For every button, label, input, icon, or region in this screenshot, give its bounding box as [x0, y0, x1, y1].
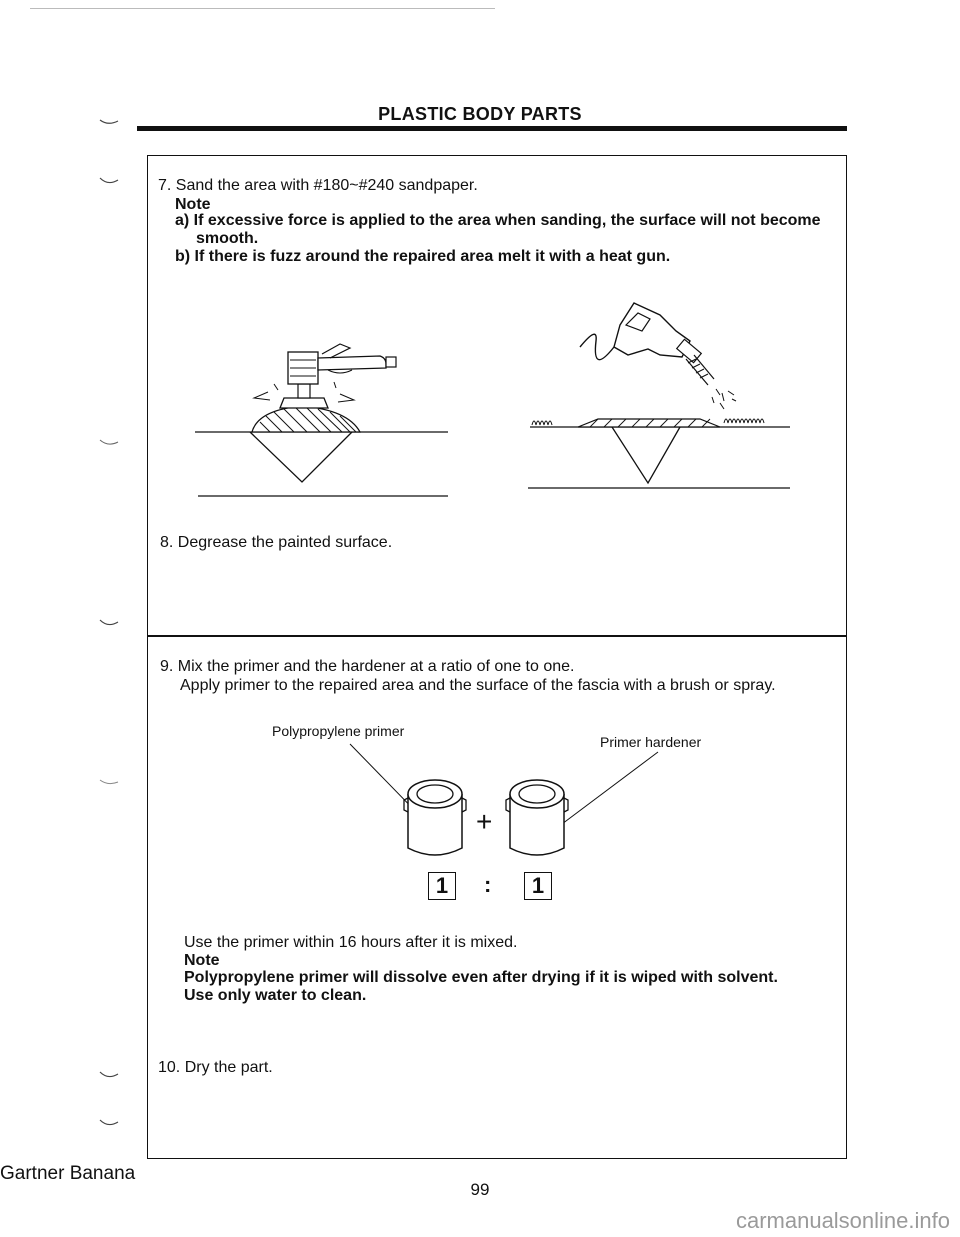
step-9-text: 9. Mix the primer and the hardener at a ratio of one to one.	[160, 658, 575, 675]
hardener-label: Primer hardener	[600, 734, 702, 750]
step-7-note-a: a) If excessive force is applied to the area when sanding, the surface will not become	[175, 212, 821, 229]
step-7-note-a-cont: smooth.	[196, 230, 259, 247]
source-caption: Gartner Banana	[0, 1163, 136, 1184]
step-10-text: 10. Dry the part.	[158, 1059, 273, 1076]
step-9-note-label: Note	[184, 952, 220, 969]
step-7-text: 7. Sand the area with #180~#240 sandpaper.	[158, 177, 478, 194]
ratio-primer-box: 1	[428, 872, 456, 900]
page-title: PLASTIC BODY PARTS	[378, 104, 582, 124]
step-8-text: 8. Degrease the painted surface.	[160, 534, 393, 551]
ratio-hardener-box: 1	[524, 872, 552, 900]
heat-gun-illustration	[510, 295, 810, 495]
page-number: 99	[470, 1180, 490, 1199]
primer-usage-text: Use the primer within 16 hours after it is mixed.	[184, 934, 518, 951]
sander-illustration	[190, 330, 460, 500]
primer-cans-illustration	[340, 738, 680, 868]
ratio-separator: :	[484, 872, 492, 897]
primer-label: Polypropylene primer	[272, 723, 405, 739]
primer-can-icon	[404, 780, 466, 855]
hardener-can-icon	[506, 780, 568, 855]
step-9-note-line1: Polypropylene primer will dissolve even after drying if it is wiped with solvent.	[184, 969, 778, 986]
section-divider	[147, 635, 847, 637]
watermark: carmanualsonline.info	[735, 1208, 950, 1233]
margin-marks	[0, 0, 140, 1237]
step-7-note-label: Note	[175, 196, 211, 213]
step-9-note-line2: Use only water to clean.	[184, 987, 367, 1004]
plus-sign: +	[476, 806, 493, 837]
step-9-text-cont: Apply primer to the repaired area and the surface of the fascia with a brush or spray.	[180, 677, 776, 694]
step-7-note-b: b) If there is fuzz around the repaired area melt it with a heat gun.	[175, 248, 671, 265]
header-rule	[137, 126, 847, 131]
